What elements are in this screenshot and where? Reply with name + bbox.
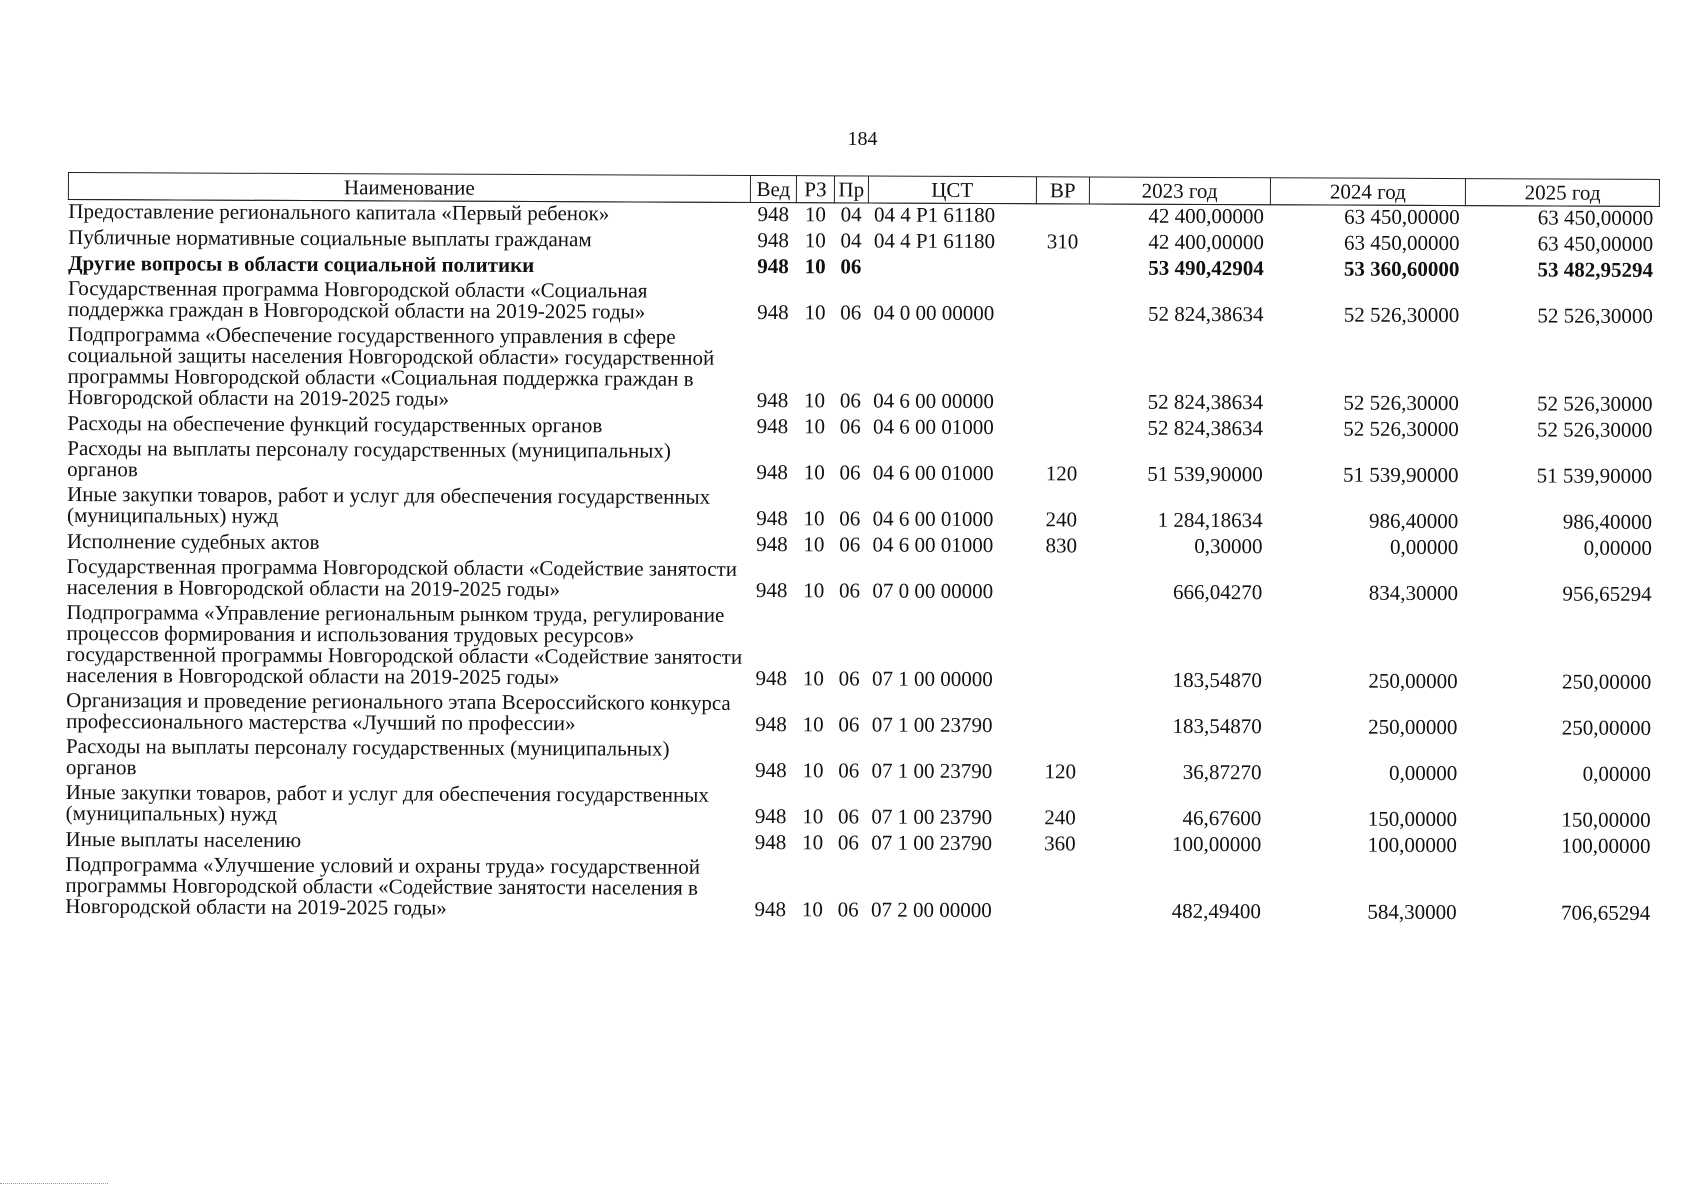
row-name: Предоставление регионального капитала «Первый ребенок» bbox=[68, 199, 610, 226]
row-ved: 948 bbox=[754, 830, 787, 855]
row-2023-amount: 1 284,18634 bbox=[1157, 507, 1263, 533]
row-cst: 07 0 00 00000 bbox=[872, 578, 994, 604]
row-name: Публичные нормативные социальные выплаты гражданам bbox=[68, 225, 592, 252]
row-2023-amount: 42 400,00000 bbox=[1148, 229, 1264, 255]
row-2023-amount: 482,49400 bbox=[1171, 898, 1261, 924]
row-2024-amount: 250,00000 bbox=[1368, 714, 1458, 740]
row-vr: 830 bbox=[1045, 533, 1078, 558]
row-cst: 07 2 00 00000 bbox=[870, 897, 992, 923]
page-number: 184 bbox=[847, 128, 878, 150]
row-ved: 948 bbox=[756, 506, 788, 531]
row-vr bbox=[1036, 256, 1089, 282]
row-2025-amount: 0,00000 bbox=[1582, 761, 1651, 786]
row-vr bbox=[1036, 282, 1089, 328]
row-pr: 06 bbox=[838, 666, 860, 691]
row-2023-amount: 42 400,00000 bbox=[1148, 203, 1265, 229]
row-pr: 06 bbox=[839, 460, 861, 485]
row-ved: 948 bbox=[754, 804, 787, 829]
row-name: Подпрограмма «Управление региональным рынком труда, регулирование процессов формирования и использования трудовых ресурсов» государственной программы Новгородской области «Содействие занятости населения в Новгородской области на 2019-2025 годы» bbox=[66, 599, 743, 690]
row-2025-amount: 706,65294 bbox=[1560, 900, 1651, 925]
header-name: Наименование bbox=[68, 173, 750, 203]
table-row bbox=[66, 782, 1657, 835]
row-2025-amount: 53 482,95294 bbox=[1537, 257, 1654, 282]
row-cst: 04 4 P1 61180 bbox=[873, 202, 996, 228]
row-ved: 948 bbox=[756, 532, 788, 557]
row-pr: 06 bbox=[839, 388, 861, 413]
row-vr bbox=[1034, 606, 1087, 694]
row-rz: 10 bbox=[802, 712, 824, 737]
row-2025-amount: 51 539,90000 bbox=[1536, 463, 1653, 488]
row-rz: 10 bbox=[804, 254, 826, 279]
row-rz: 10 bbox=[801, 897, 823, 922]
row-rz: 10 bbox=[804, 228, 826, 253]
row-cst: 04 6 00 01000 bbox=[872, 506, 994, 532]
row-cst: 07 1 00 23790 bbox=[871, 804, 993, 830]
row-rz: 10 bbox=[803, 532, 825, 557]
row-name: Расходы на выплаты персоналу государственных (муниципальных) органов bbox=[67, 435, 671, 482]
row-ved: 948 bbox=[756, 460, 788, 485]
row-rz: 10 bbox=[802, 830, 824, 855]
budget-table bbox=[65, 172, 1660, 928]
row-2024-amount: 150,00000 bbox=[1367, 806, 1458, 832]
row-cst: 04 6 00 01000 bbox=[872, 532, 994, 558]
row-cst: 04 6 00 00000 bbox=[873, 388, 994, 414]
row-2025-amount: 250,00000 bbox=[1561, 669, 1652, 694]
row-2023-amount: 53 490,42904 bbox=[1148, 255, 1264, 281]
row-cst bbox=[868, 255, 1036, 282]
budget-table-container bbox=[65, 172, 1660, 928]
row-name: Иные выплаты населению bbox=[65, 826, 302, 853]
row-2025-amount: 100,00000 bbox=[1561, 833, 1651, 858]
row-cst: 04 6 00 01000 bbox=[873, 414, 994, 440]
row-2023-amount: 0,30000 bbox=[1194, 533, 1263, 559]
row-name: Иные закупки товаров, работ и услуг для обеспечения государственных (муниципальных) нужд bbox=[66, 481, 711, 528]
row-ved: 948 bbox=[755, 712, 787, 737]
row-ved: 948 bbox=[756, 414, 789, 439]
header-2023: 2023 год bbox=[1089, 177, 1270, 205]
table-row bbox=[66, 602, 1657, 697]
row-vr bbox=[1035, 560, 1088, 606]
row-pr: 06 bbox=[837, 804, 860, 829]
row-rz: 10 bbox=[802, 758, 824, 783]
row-pr: 06 bbox=[839, 414, 861, 439]
row-2023-amount: 183,54870 bbox=[1172, 713, 1262, 739]
row-2025-amount: 956,65294 bbox=[1562, 581, 1652, 606]
row-pr: 06 bbox=[839, 506, 861, 531]
row-2024-amount: 100,00000 bbox=[1367, 832, 1457, 858]
row-2023-amount: 52 824,38634 bbox=[1147, 389, 1264, 415]
row-cst: 07 1 00 23790 bbox=[871, 830, 993, 856]
row-vr: 240 bbox=[1045, 507, 1078, 532]
row-2025-amount: 0,00000 bbox=[1583, 535, 1652, 560]
row-vr bbox=[1035, 328, 1088, 416]
row-2025-amount: 250,00000 bbox=[1561, 715, 1652, 740]
row-ved: 948 bbox=[755, 666, 788, 691]
row-2025-amount: 150,00000 bbox=[1561, 807, 1651, 832]
row-2024-amount: 986,40000 bbox=[1369, 508, 1459, 534]
row-2024-amount: 52 526,30000 bbox=[1343, 416, 1459, 442]
row-vr bbox=[1034, 694, 1087, 740]
row-name: Государственная программа Новгородской области «Содействие занятости населения в Новгородской области на 2019-2025 годы» bbox=[66, 553, 738, 602]
header-pr: Пр bbox=[834, 176, 868, 203]
row-2025-amount: 52 526,30000 bbox=[1537, 303, 1653, 328]
row-cst: 04 6 00 01000 bbox=[872, 460, 994, 486]
table-row bbox=[67, 484, 1658, 537]
header-ved: Вед bbox=[750, 175, 796, 202]
row-2025-amount: 52 526,30000 bbox=[1536, 417, 1653, 442]
header-rz: РЗ bbox=[797, 176, 835, 203]
row-2024-amount: 63 450,00000 bbox=[1343, 230, 1460, 256]
row-vr: 120 bbox=[1044, 759, 1077, 784]
row-rz: 10 bbox=[802, 804, 824, 829]
row-ved: 948 bbox=[757, 300, 789, 325]
row-vr bbox=[1033, 858, 1086, 925]
row-pr: 06 bbox=[837, 830, 859, 855]
row-pr: 06 bbox=[840, 300, 862, 325]
row-2023-amount: 46,67600 bbox=[1182, 805, 1262, 831]
row-2023-amount: 51 539,90000 bbox=[1147, 461, 1263, 487]
header-cst: ЦСТ bbox=[868, 176, 1036, 204]
row-ved: 948 bbox=[756, 388, 789, 413]
row-name: Иные закупки товаров, работ и услуг для обеспечения государственных (муниципальных) нужд bbox=[65, 779, 709, 826]
row-name: Подпрограмма «Обеспечение государственного управления в сфере социальной защиты населения Новгородской области» государственной программы Новгородской области «Социальная поддержка граждан в Новгородской области на 2019-2025 годы» bbox=[67, 322, 715, 411]
row-vr: 120 bbox=[1045, 461, 1078, 486]
row-2025-amount: 52 526,30000 bbox=[1536, 391, 1653, 416]
row-2023-amount: 100,00000 bbox=[1171, 831, 1262, 857]
row-2023-amount: 52 824,38634 bbox=[1147, 415, 1264, 441]
table-row bbox=[65, 854, 1656, 928]
row-cst: 04 4 P1 61180 bbox=[873, 228, 996, 254]
row-name: Подпрограмма «Улучшение условий и охраны труда» государственной программы Новгородской области «Содействие занятости населения в Новгородской области на 2019-2025 годы» bbox=[65, 851, 701, 920]
header-2024: 2024 год bbox=[1270, 178, 1466, 206]
row-ved: 948 bbox=[757, 254, 789, 279]
row-2025-amount: 63 450,00000 bbox=[1537, 231, 1654, 256]
row-pr: 04 bbox=[840, 202, 862, 227]
row-vr bbox=[1036, 204, 1089, 231]
row-2024-amount: 250,00000 bbox=[1368, 668, 1458, 694]
row-2023-amount: 183,54870 bbox=[1172, 667, 1262, 693]
row-pr: 06 bbox=[837, 897, 859, 922]
row-cst: 07 1 00 23790 bbox=[871, 758, 993, 784]
row-2024-amount: 63 450,00000 bbox=[1344, 204, 1460, 230]
row-2024-amount: 0,00000 bbox=[1388, 760, 1458, 786]
row-vr: 240 bbox=[1044, 805, 1076, 830]
scan-artifact-line bbox=[0, 1183, 108, 1184]
row-2023-amount: 52 824,38634 bbox=[1147, 301, 1264, 327]
row-ved: 948 bbox=[757, 202, 790, 227]
header-vr: ВР bbox=[1036, 177, 1089, 204]
row-rz: 10 bbox=[804, 300, 826, 325]
row-pr: 06 bbox=[838, 758, 860, 783]
row-name: Расходы на обеспечение функций государственных органов bbox=[67, 410, 603, 438]
row-pr: 06 bbox=[839, 532, 861, 557]
row-vr bbox=[1035, 416, 1088, 442]
row-2023-amount: 36,87270 bbox=[1182, 759, 1262, 785]
row-name: Организация и проведение регионального этапа Всероссийского конкурса профессионального мастерства «Лучший по профессии» bbox=[66, 687, 731, 736]
row-ved: 948 bbox=[754, 897, 787, 922]
row-rz: 10 bbox=[803, 506, 825, 531]
table-body bbox=[65, 200, 1659, 928]
row-rz: 10 bbox=[804, 202, 826, 227]
row-cst: 04 0 00 00000 bbox=[873, 300, 995, 326]
row-2024-amount: 52 526,30000 bbox=[1343, 390, 1459, 416]
row-rz: 10 bbox=[802, 666, 824, 691]
row-rz: 10 bbox=[803, 414, 826, 439]
row-cst: 07 1 00 23790 bbox=[871, 712, 993, 738]
header-2025: 2025 год bbox=[1466, 179, 1660, 207]
row-pr: 04 bbox=[840, 228, 862, 253]
row-cst: 07 1 00 00000 bbox=[871, 666, 993, 692]
row-2024-amount: 52 526,30000 bbox=[1343, 302, 1460, 328]
row-2025-amount: 63 450,00000 bbox=[1537, 205, 1654, 230]
row-2024-amount: 584,30000 bbox=[1367, 899, 1457, 925]
row-ved: 948 bbox=[755, 758, 787, 783]
row-2025-amount: 986,40000 bbox=[1562, 509, 1653, 534]
row-name: Расходы на выплаты персоналу государственных (муниципальных) органов bbox=[65, 733, 670, 780]
row-name: Другие вопросы в области социальной политики bbox=[68, 251, 535, 278]
row-name: Исполнение судебных актов bbox=[66, 528, 320, 555]
table-row bbox=[67, 324, 1658, 419]
row-2024-amount: 0,00000 bbox=[1389, 534, 1459, 560]
row-2024-amount: 53 360,60000 bbox=[1343, 256, 1460, 282]
row-pr: 06 bbox=[838, 578, 861, 603]
row-2024-amount: 51 539,90000 bbox=[1342, 462, 1459, 488]
row-ved: 948 bbox=[755, 578, 788, 603]
row-pr: 06 bbox=[840, 254, 862, 279]
row-ved: 948 bbox=[757, 228, 789, 253]
row-2024-amount: 834,30000 bbox=[1368, 580, 1459, 606]
row-rz: 10 bbox=[804, 388, 826, 413]
row-name: Государственная программа Новгородской области «Социальная поддержка граждан в Новгородской области на 2019-2025 годы» bbox=[67, 276, 648, 324]
row-rz: 10 bbox=[803, 460, 825, 485]
row-vr: 310 bbox=[1046, 229, 1079, 254]
row-rz: 10 bbox=[803, 578, 825, 603]
row-vr: 360 bbox=[1044, 831, 1076, 856]
row-2023-amount: 666,04270 bbox=[1173, 579, 1263, 605]
row-pr: 06 bbox=[838, 712, 860, 737]
